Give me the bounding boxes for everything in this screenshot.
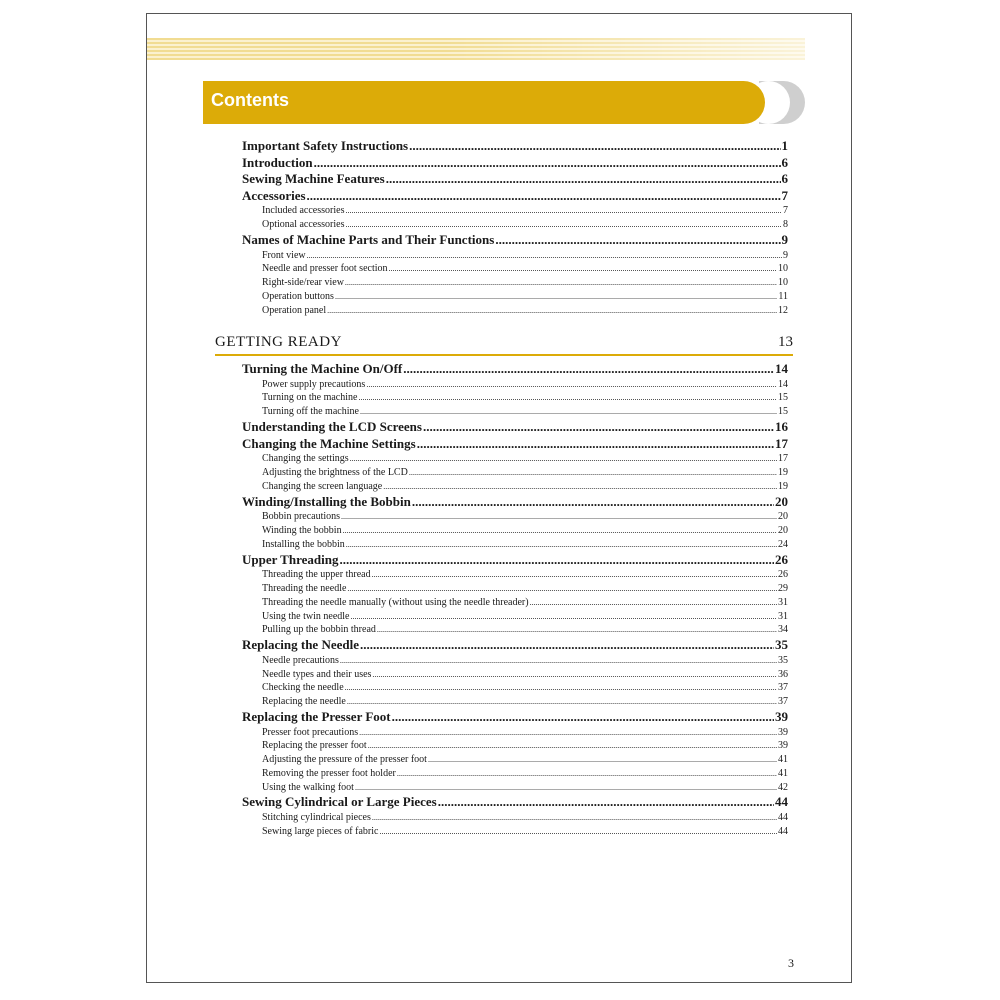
toc-entry-page: 15 bbox=[778, 406, 788, 418]
toc-entry-label: Names of Machine Parts and Their Functions bbox=[242, 231, 495, 247]
toc-entry-label: Sewing Cylindrical or Large Pieces bbox=[242, 794, 437, 810]
toc-leader-dots bbox=[392, 709, 774, 726]
toc-leader-dots bbox=[372, 568, 777, 582]
toc-subentry[interactable] bbox=[242, 781, 788, 795]
toc-leader-dots bbox=[495, 232, 780, 249]
toc-entry-label: Understanding the LCD Screens bbox=[242, 418, 422, 434]
toc-entry-page: 9 bbox=[781, 231, 788, 247]
toc-subentry[interactable] bbox=[242, 378, 788, 392]
toc-leader-dots bbox=[345, 276, 777, 290]
toc-entry-page: 29 bbox=[778, 582, 788, 594]
toc-entry-label: Replacing the Presser Foot bbox=[242, 708, 391, 724]
toc-entry-label: Stitching cylindrical pieces bbox=[262, 812, 371, 824]
toc-subentry[interactable] bbox=[242, 767, 788, 781]
toc-entry-label: Included accessories bbox=[262, 205, 345, 217]
toc-leader-dots bbox=[412, 494, 774, 511]
toc-entry-label: Threading the needle bbox=[262, 582, 347, 594]
toc-entry-page: 8 bbox=[783, 219, 788, 231]
toc-subentry[interactable] bbox=[242, 568, 788, 582]
toc-subentry[interactable] bbox=[242, 739, 788, 753]
toc-leader-dots bbox=[409, 466, 777, 480]
toc-leader-dots bbox=[340, 654, 777, 668]
toc-entry-label: Turning off the machine bbox=[262, 406, 359, 418]
toc-entry-label: Power supply precautions bbox=[262, 378, 366, 390]
toc-entry[interactable] bbox=[242, 709, 788, 726]
toc-entry-page: 36 bbox=[778, 668, 788, 680]
toc-leader-dots bbox=[346, 538, 777, 552]
toc-entry-page: 11 bbox=[778, 290, 788, 302]
toc-entry-label: Upper Threading bbox=[242, 551, 339, 567]
toc-entry[interactable] bbox=[242, 436, 788, 453]
page-number: 3 bbox=[788, 956, 794, 970]
manual-page bbox=[146, 13, 852, 983]
toc-entry[interactable] bbox=[242, 232, 788, 249]
toc-entry-page: 15 bbox=[778, 392, 788, 404]
toc-leader-dots bbox=[377, 623, 777, 637]
toc-subentry[interactable] bbox=[242, 480, 788, 494]
toc-entry-page: 1 bbox=[781, 138, 788, 153]
toc-entry-label: Presser foot precautions bbox=[262, 726, 359, 738]
toc-subentry[interactable] bbox=[242, 466, 788, 480]
toc-entry-page: 26 bbox=[775, 551, 788, 567]
toc-entry-page: 19 bbox=[778, 480, 788, 492]
toc-leader-dots bbox=[347, 695, 777, 709]
toc-entry-label: Pulling up the bobbin thread bbox=[262, 624, 376, 636]
toc-entry-label: Introduction bbox=[242, 154, 313, 170]
toc-subentry[interactable] bbox=[242, 452, 788, 466]
toc-leader-dots bbox=[368, 739, 777, 753]
toc-subentry[interactable] bbox=[242, 524, 788, 538]
toc-entry-page: 44 bbox=[775, 794, 788, 810]
toc-entry-page: 34 bbox=[778, 624, 788, 636]
toc-entry-label: Replacing the needle bbox=[262, 696, 346, 708]
toc-entry-label: Winding/Installing the Bobbin bbox=[242, 493, 411, 509]
toc-entry-page: 26 bbox=[778, 569, 788, 581]
toc-leader-dots bbox=[307, 188, 781, 205]
toc-entry-page: 12 bbox=[778, 304, 788, 316]
toc-leader-dots bbox=[345, 218, 782, 232]
toc-entry-page: 20 bbox=[775, 493, 788, 509]
toc-leader-dots bbox=[428, 753, 777, 767]
toc-entry-label: Using the walking foot bbox=[262, 781, 354, 793]
toc-leader-dots bbox=[327, 304, 777, 318]
toc-entry-page: 35 bbox=[775, 637, 788, 653]
toc-entry-label: Adjusting the pressure of the presser foot bbox=[262, 754, 427, 766]
toc-entry[interactable] bbox=[242, 419, 788, 436]
toc-leader-dots bbox=[360, 405, 777, 419]
toc-entry-page: 10 bbox=[778, 263, 788, 275]
toc-subentry[interactable] bbox=[242, 204, 788, 218]
toc-entry-page: 6 bbox=[781, 171, 788, 187]
toc-subentry[interactable] bbox=[242, 391, 788, 405]
toc-entry-page: 31 bbox=[778, 596, 788, 608]
toc-entry[interactable] bbox=[242, 552, 788, 569]
toc-front-matter bbox=[242, 138, 788, 318]
toc-entry-page: 17 bbox=[775, 435, 788, 451]
toc-subentry[interactable] bbox=[242, 510, 788, 524]
toc-entry-page: 14 bbox=[778, 378, 788, 390]
toc-leader-dots bbox=[403, 361, 774, 378]
toc-subentry[interactable] bbox=[242, 726, 788, 740]
toc-subentry[interactable] bbox=[242, 290, 788, 304]
toc-subentry[interactable] bbox=[242, 623, 788, 637]
toc-subentry[interactable] bbox=[242, 249, 788, 263]
toc-leader-dots bbox=[409, 138, 780, 155]
toc-subentry[interactable] bbox=[242, 405, 788, 419]
toc-entry-page: 7 bbox=[783, 205, 788, 217]
toc-entry-page: 39 bbox=[775, 708, 788, 724]
toc-entry-page: 20 bbox=[778, 511, 788, 523]
toc-leader-dots bbox=[530, 596, 777, 610]
toc-entry-label: Sewing large pieces of fabric bbox=[262, 825, 379, 837]
toc-leader-dots bbox=[359, 726, 777, 740]
toc-entry-page: 35 bbox=[778, 654, 788, 666]
toc-entry[interactable] bbox=[242, 361, 788, 378]
toc-entry-page: 42 bbox=[778, 781, 788, 793]
toc-entry-page: 9 bbox=[783, 249, 788, 261]
toc-leader-dots bbox=[345, 204, 782, 218]
toc-entry-label: Threading the upper thread bbox=[262, 569, 371, 581]
toc-subentry[interactable] bbox=[242, 811, 788, 825]
toc-entry-page: 44 bbox=[778, 825, 788, 837]
toc-entry-page: 31 bbox=[778, 610, 788, 622]
toc-entry-label: Checking the needle bbox=[262, 682, 344, 694]
toc-subentry[interactable] bbox=[242, 681, 788, 695]
toc-leader-dots bbox=[372, 811, 777, 825]
toc-entry-page: 16 bbox=[775, 418, 788, 434]
toc-entry-page: 10 bbox=[778, 277, 788, 289]
toc-entry-label: Right-side/rear view bbox=[262, 277, 344, 289]
toc-subentry[interactable] bbox=[242, 610, 788, 624]
toc-entry-label: Replacing the presser foot bbox=[262, 740, 367, 752]
section-title: GETTING READY bbox=[215, 334, 342, 350]
toc-entry-page: 14 bbox=[775, 361, 788, 376]
toc-subentry[interactable] bbox=[242, 753, 788, 767]
toc-entry-label: Needle precautions bbox=[262, 654, 339, 666]
toc-subentry[interactable] bbox=[242, 825, 788, 839]
toc-leader-dots bbox=[366, 378, 777, 392]
toc-entry-label: Needle types and their uses bbox=[262, 668, 372, 680]
toc-leader-dots bbox=[345, 681, 777, 695]
toc-entry-label: Important Safety Instructions bbox=[242, 138, 409, 153]
toc-entry-page: 19 bbox=[778, 466, 788, 478]
toc-leader-dots bbox=[372, 668, 777, 682]
toc-subentry[interactable] bbox=[242, 668, 788, 682]
toc-subentry[interactable] bbox=[242, 596, 788, 610]
toc-entry-label: Adjusting the brightness of the LCD bbox=[262, 466, 408, 478]
toc-entry-page: 39 bbox=[778, 726, 788, 738]
toc-leader-dots bbox=[307, 249, 782, 263]
toc-leader-dots bbox=[383, 480, 777, 494]
toc-leader-dots bbox=[350, 610, 777, 624]
decorative-header-stripe bbox=[147, 38, 805, 60]
toc-entry-label: Replacing the Needle bbox=[242, 637, 359, 653]
toc-entry-label: Changing the settings bbox=[262, 453, 349, 465]
toc-entry[interactable] bbox=[242, 494, 788, 511]
toc-leader-dots bbox=[397, 767, 777, 781]
toc-entry[interactable] bbox=[242, 794, 788, 811]
toc-entry[interactable] bbox=[242, 188, 788, 205]
toc-entry-label: Bobbin precautions bbox=[262, 511, 341, 523]
toc-leader-dots bbox=[335, 290, 777, 304]
toc-entry-label: Turning on the machine bbox=[262, 392, 358, 404]
toc-entry-page: 37 bbox=[778, 682, 788, 694]
toc-leader-dots bbox=[339, 552, 774, 569]
toc-entry-page: 20 bbox=[778, 524, 788, 536]
toc-entry-page: 41 bbox=[778, 767, 788, 779]
toc-subentry[interactable] bbox=[242, 304, 788, 318]
toc-entry-label: Operation buttons bbox=[262, 290, 334, 302]
toc-entry-label: Winding the bobbin bbox=[262, 524, 342, 536]
toc-leader-dots bbox=[417, 436, 774, 453]
toc-subentry[interactable] bbox=[242, 582, 788, 596]
toc-getting-ready bbox=[242, 361, 788, 839]
toc-leader-dots bbox=[360, 637, 774, 654]
toc-leader-dots bbox=[343, 524, 777, 538]
toc-entry[interactable] bbox=[242, 138, 788, 155]
section-page-number: 13 bbox=[778, 334, 793, 350]
section-heading-getting-ready bbox=[215, 332, 793, 356]
toc-entry-label: Sewing Machine Features bbox=[242, 171, 385, 187]
toc-entry-page: 37 bbox=[778, 696, 788, 708]
toc-subentry[interactable] bbox=[242, 654, 788, 668]
toc-entry-label: Accessories bbox=[242, 187, 306, 203]
toc-leader-dots bbox=[347, 582, 777, 596]
toc-leader-dots bbox=[438, 794, 774, 811]
toc-leader-dots bbox=[341, 510, 777, 524]
toc-leader-dots bbox=[423, 419, 774, 436]
toc-entry-label: Using the twin needle bbox=[262, 610, 350, 622]
toc-leader-dots bbox=[358, 391, 777, 405]
toc-entry-page: 44 bbox=[778, 812, 788, 824]
contents-title: Contents bbox=[211, 90, 289, 110]
toc-entry-label: Threading the needle manually (without using the needle threader) bbox=[262, 596, 529, 608]
toc-subentry[interactable] bbox=[242, 538, 788, 552]
toc-entry-page: 24 bbox=[778, 538, 788, 550]
toc-leader-dots bbox=[314, 155, 781, 172]
toc-subentry[interactable] bbox=[242, 262, 788, 276]
toc-leader-dots bbox=[355, 781, 777, 795]
toc-entry-label: Operation panel bbox=[262, 304, 327, 316]
toc-entry-page: 41 bbox=[778, 754, 788, 766]
toc-entry-label: Changing the screen language bbox=[262, 480, 383, 492]
toc-entry-label: Front view bbox=[262, 249, 306, 261]
contents-banner bbox=[203, 81, 807, 124]
toc-entry-page: 7 bbox=[781, 187, 788, 203]
toc-entry-label: Installing the bobbin bbox=[262, 538, 345, 550]
toc-entry-label: Optional accessories bbox=[262, 219, 345, 231]
toc-entry-page: 17 bbox=[778, 453, 788, 465]
toc-subentry[interactable] bbox=[242, 218, 788, 232]
toc-entry[interactable] bbox=[242, 171, 788, 188]
toc-entry-page: 6 bbox=[781, 154, 788, 170]
toc-entry[interactable] bbox=[242, 637, 788, 654]
toc-subentry[interactable] bbox=[242, 695, 788, 709]
toc-entry-label: Needle and presser foot section bbox=[262, 263, 388, 275]
toc-entry-label: Changing the Machine Settings bbox=[242, 435, 416, 451]
toc-entry-label: Turning the Machine On/Off bbox=[242, 361, 403, 376]
toc-entry-page: 39 bbox=[778, 740, 788, 752]
toc-leader-dots bbox=[386, 171, 781, 188]
toc-leader-dots bbox=[350, 452, 777, 466]
toc-leader-dots bbox=[379, 825, 777, 839]
toc-subentry[interactable] bbox=[242, 276, 788, 290]
toc-entry-label: Removing the presser foot holder bbox=[262, 767, 396, 779]
toc-leader-dots bbox=[389, 262, 777, 276]
toc-entry[interactable] bbox=[242, 155, 788, 172]
